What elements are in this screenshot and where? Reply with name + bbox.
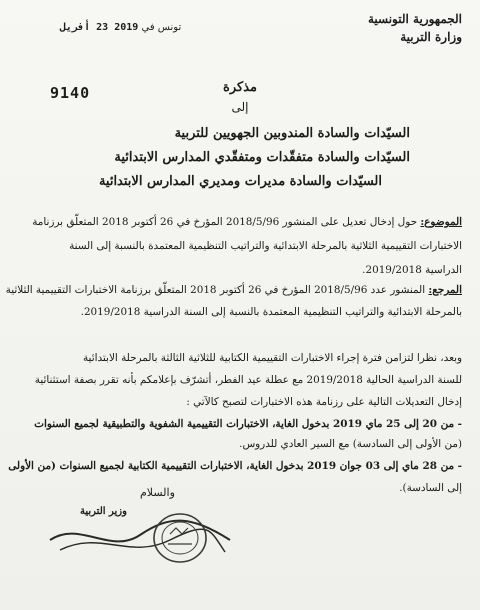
reference-line: [5, 284, 462, 296]
subject-line: الدراسية 2019/2018.: [362, 264, 462, 276]
signature-icon: [40, 500, 240, 570]
date-line: [60, 22, 181, 33]
body-line: للسنة الدراسية الحالية 2019/2018 مع عطلة عيد الفطر، أتشرّف بإعلامكم بأنه تقرر بصفة استثنائية: [34, 374, 462, 386]
recipient-line: السيّدات والسادة المندوبين الجهويين للتربية: [174, 126, 410, 141]
body-line: إدخال التعديلات التالية على رزنامة هذه الاختبارات لتصبح كالآتي :: [186, 396, 462, 408]
memo-to: إلى: [231, 100, 249, 114]
recipient-line: السيّدات والسادة متفقّدات ومتفقّدي المدارس الابتدائية: [114, 150, 410, 165]
subject-text: حول إدخال تعديل على المنشور 2018/5/96 المؤرخ في 26 أكتوبر 2018 المتعلّق برزنامة: [32, 216, 418, 228]
schedule-item-oral: - من 20 إلى 25 ماي 2019 بدخول الغاية، الاختبارات التقييمية الشفوية والتطبيقية لجميع السنوات: [34, 418, 462, 430]
schedule-item-written: - من 28 ماي إلى 03 جوان 2019 بدخول الغاية، الاختبارات التقييمية الكتابية لجميع السنوات (من الأولى: [8, 460, 462, 472]
subject-line: الاختبارات التقييمية الثلاثية بالمرحلة الابتدائية والتراتيب التنظيمية المعتمدة بالنسبة إلى السنة: [69, 240, 462, 252]
reference-line: بالمرحلة الابتدائية والتراتيب التنظيمية المعتمدة بالنسبة إلى السنة الدراسية 2019/2018.: [80, 306, 462, 318]
subject-label: الموضوع:: [420, 216, 462, 228]
ministry-name: وزارة التربية: [400, 30, 462, 44]
body-line: وبعد، نظرا لتزامن فترة إجراء الاختبارات التقييمية الكتابية للثلاثية الثالثة بالمرحلة الابتدائية: [82, 352, 462, 364]
reference-label: المرجع:: [428, 284, 462, 296]
republic-name: الجمهورية التونسية: [367, 12, 462, 26]
signature-title: وزير التربية: [80, 506, 127, 517]
recipient-line: السيّدات والسادة مديرات ومديري المدارس الابتدائية: [98, 174, 382, 189]
closing: والسلام: [140, 486, 175, 499]
date-value: 2019 23 أفريل: [60, 22, 139, 33]
letterhead: [368, 10, 462, 46]
subject-line: [20, 216, 462, 228]
date-label: تونس في: [141, 22, 182, 33]
reference-text: المنشور عدد 2018/5/96 المؤرخ في 26 أكتوبر 2018 المتعلّق برزنامة الاختبارات التقييمية الثلاثية: [5, 284, 426, 296]
schedule-item-oral-cont: (من الأولى إلى السادسة) مع السير العادي للدروس.: [239, 438, 462, 450]
memo-title: مذكرة: [223, 80, 257, 95]
reference-number: 9140: [50, 84, 91, 102]
signature-stamp: [40, 500, 240, 570]
schedule-item-written-cont: إلى السادسة).: [399, 482, 462, 494]
